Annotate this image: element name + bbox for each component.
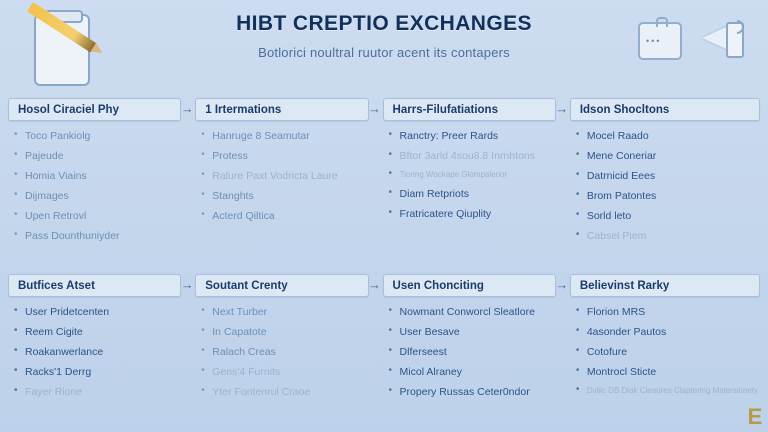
column-hosol-ciraciel-phy [8, 98, 194, 250]
column-title: Butfices Atset [18, 279, 95, 292]
arrow-icon: → [180, 101, 194, 116]
column-header[interactable] [570, 274, 760, 297]
list-item: • User Besave [389, 326, 554, 338]
arrow-icon: → [368, 101, 382, 116]
list-item: • Upen Retrovl [14, 210, 179, 222]
list-item: • Diam Retpriots [389, 188, 554, 200]
column-title: 1 Irtermations [205, 103, 282, 116]
column-idson-shocltons [570, 98, 760, 250]
column-items [570, 306, 760, 396]
column-header[interactable] [8, 274, 181, 297]
column-header[interactable] [8, 98, 181, 121]
column-items [383, 130, 556, 220]
list-item: • Fratricatere Qiuplity [389, 208, 554, 220]
column-believinst-rarky [570, 274, 760, 406]
column-header[interactable] [383, 274, 556, 297]
column-harrs-filufatiations [383, 98, 569, 250]
list-item: • Mene Coneriar [576, 150, 758, 162]
list-item: • Mocel Raado [576, 130, 758, 142]
list-item: • Tionng Wockape Glompalerior [389, 170, 554, 180]
list-item: • Pass Dounthuniyder [14, 230, 179, 242]
column-items [570, 130, 760, 242]
list-item: • Toco Pankiolg [14, 130, 179, 142]
column-usen-chonciting [383, 274, 569, 406]
list-item: • Next Turber [201, 306, 366, 318]
list-item: • Montrocl Sticte [576, 366, 758, 378]
list-item: • Ranctry: Preer Rards [389, 130, 554, 142]
column-title: Believinst Rarky [579, 279, 670, 292]
list-item: • Hanruge 8 Seamutar [201, 130, 366, 142]
list-item: • Stanghts [201, 190, 366, 202]
list-item: • User Pridetcenten [14, 306, 179, 318]
list-item: • Homia Viains [14, 170, 179, 182]
list-item: • Brom Patontes [576, 190, 758, 202]
list-item: • Nowmant Conworcl Sleatlore [389, 306, 554, 318]
column-title: Hosol Ciraciel Phy [18, 103, 119, 116]
column-items [195, 130, 368, 222]
list-item: • 4asonder Pautos [576, 326, 758, 338]
column-1-irtermations [195, 98, 382, 250]
arrow-icon: → [555, 101, 569, 116]
column-grid [8, 98, 760, 406]
column-soutant-crenty [195, 274, 382, 406]
list-item: • Dviilc DB Diak Cieaores Clapterlng Mstersinnety [576, 386, 758, 396]
list-item: • Sorld leto [576, 210, 758, 222]
column-title: Idson Shocltons [579, 103, 670, 116]
column-header[interactable] [570, 98, 760, 121]
id-card-dots: ••• [646, 36, 662, 46]
list-item: • Dlferseest [389, 346, 554, 358]
list-item: • Fayer Rione [14, 386, 179, 398]
list-item: • Protess [201, 150, 366, 162]
list-item: • In Capatote [201, 326, 366, 338]
column-butfices-atset [8, 274, 194, 406]
column-items [383, 306, 556, 398]
column-header[interactable] [195, 274, 368, 297]
column-items [8, 130, 181, 242]
list-item: • Datrnicid Eees [576, 170, 758, 182]
list-item: • Reem Cigite [14, 326, 179, 338]
column-header[interactable] [383, 98, 556, 121]
list-item: • Micol Alraney [389, 366, 554, 378]
header [0, 12, 768, 60]
list-item: • Ralure Paxt Vodricta Laure [201, 170, 366, 182]
list-item: • Ralach Creas [201, 346, 366, 358]
column-title: Harrs-Filufatiations [392, 103, 498, 116]
list-item: • Dijmages [14, 190, 179, 202]
list-item: • Roakanwerlance [14, 346, 179, 358]
list-item: • Pajeude [14, 150, 179, 162]
page-title: HIBT CREPTIO EXCHANGES [236, 12, 532, 35]
list-item: • Cabsel Piem [576, 230, 758, 242]
column-items [195, 306, 368, 398]
column-title: Soutant Crenty [205, 279, 288, 292]
list-item: • Propery Russas Ceter0ndor [389, 386, 554, 398]
page-subtitle: Botlorici noultral ruutor acent its contapers [258, 45, 510, 60]
column-title: Usen Chonciting [392, 279, 484, 292]
list-item: • Acterd Qiltica [201, 210, 366, 222]
list-item: • Bftor 3arld 4sou8.8 Inrnhtons [389, 150, 554, 162]
list-item: • Florion MRS [576, 306, 758, 318]
corner-watermark: E [747, 404, 763, 429]
arrow-icon: → [368, 277, 382, 292]
column-header[interactable] [195, 98, 368, 121]
arrow-icon: → [555, 277, 569, 292]
arrow-icon: → [180, 277, 194, 292]
column-items [8, 306, 181, 398]
list-item: • Cotofure [576, 346, 758, 358]
list-item: • Yter Fontenrul Craoe [201, 386, 366, 398]
list-item: • Gens'4 Furnits [201, 366, 366, 378]
list-item: • Racks'1 Derrg [14, 366, 179, 378]
